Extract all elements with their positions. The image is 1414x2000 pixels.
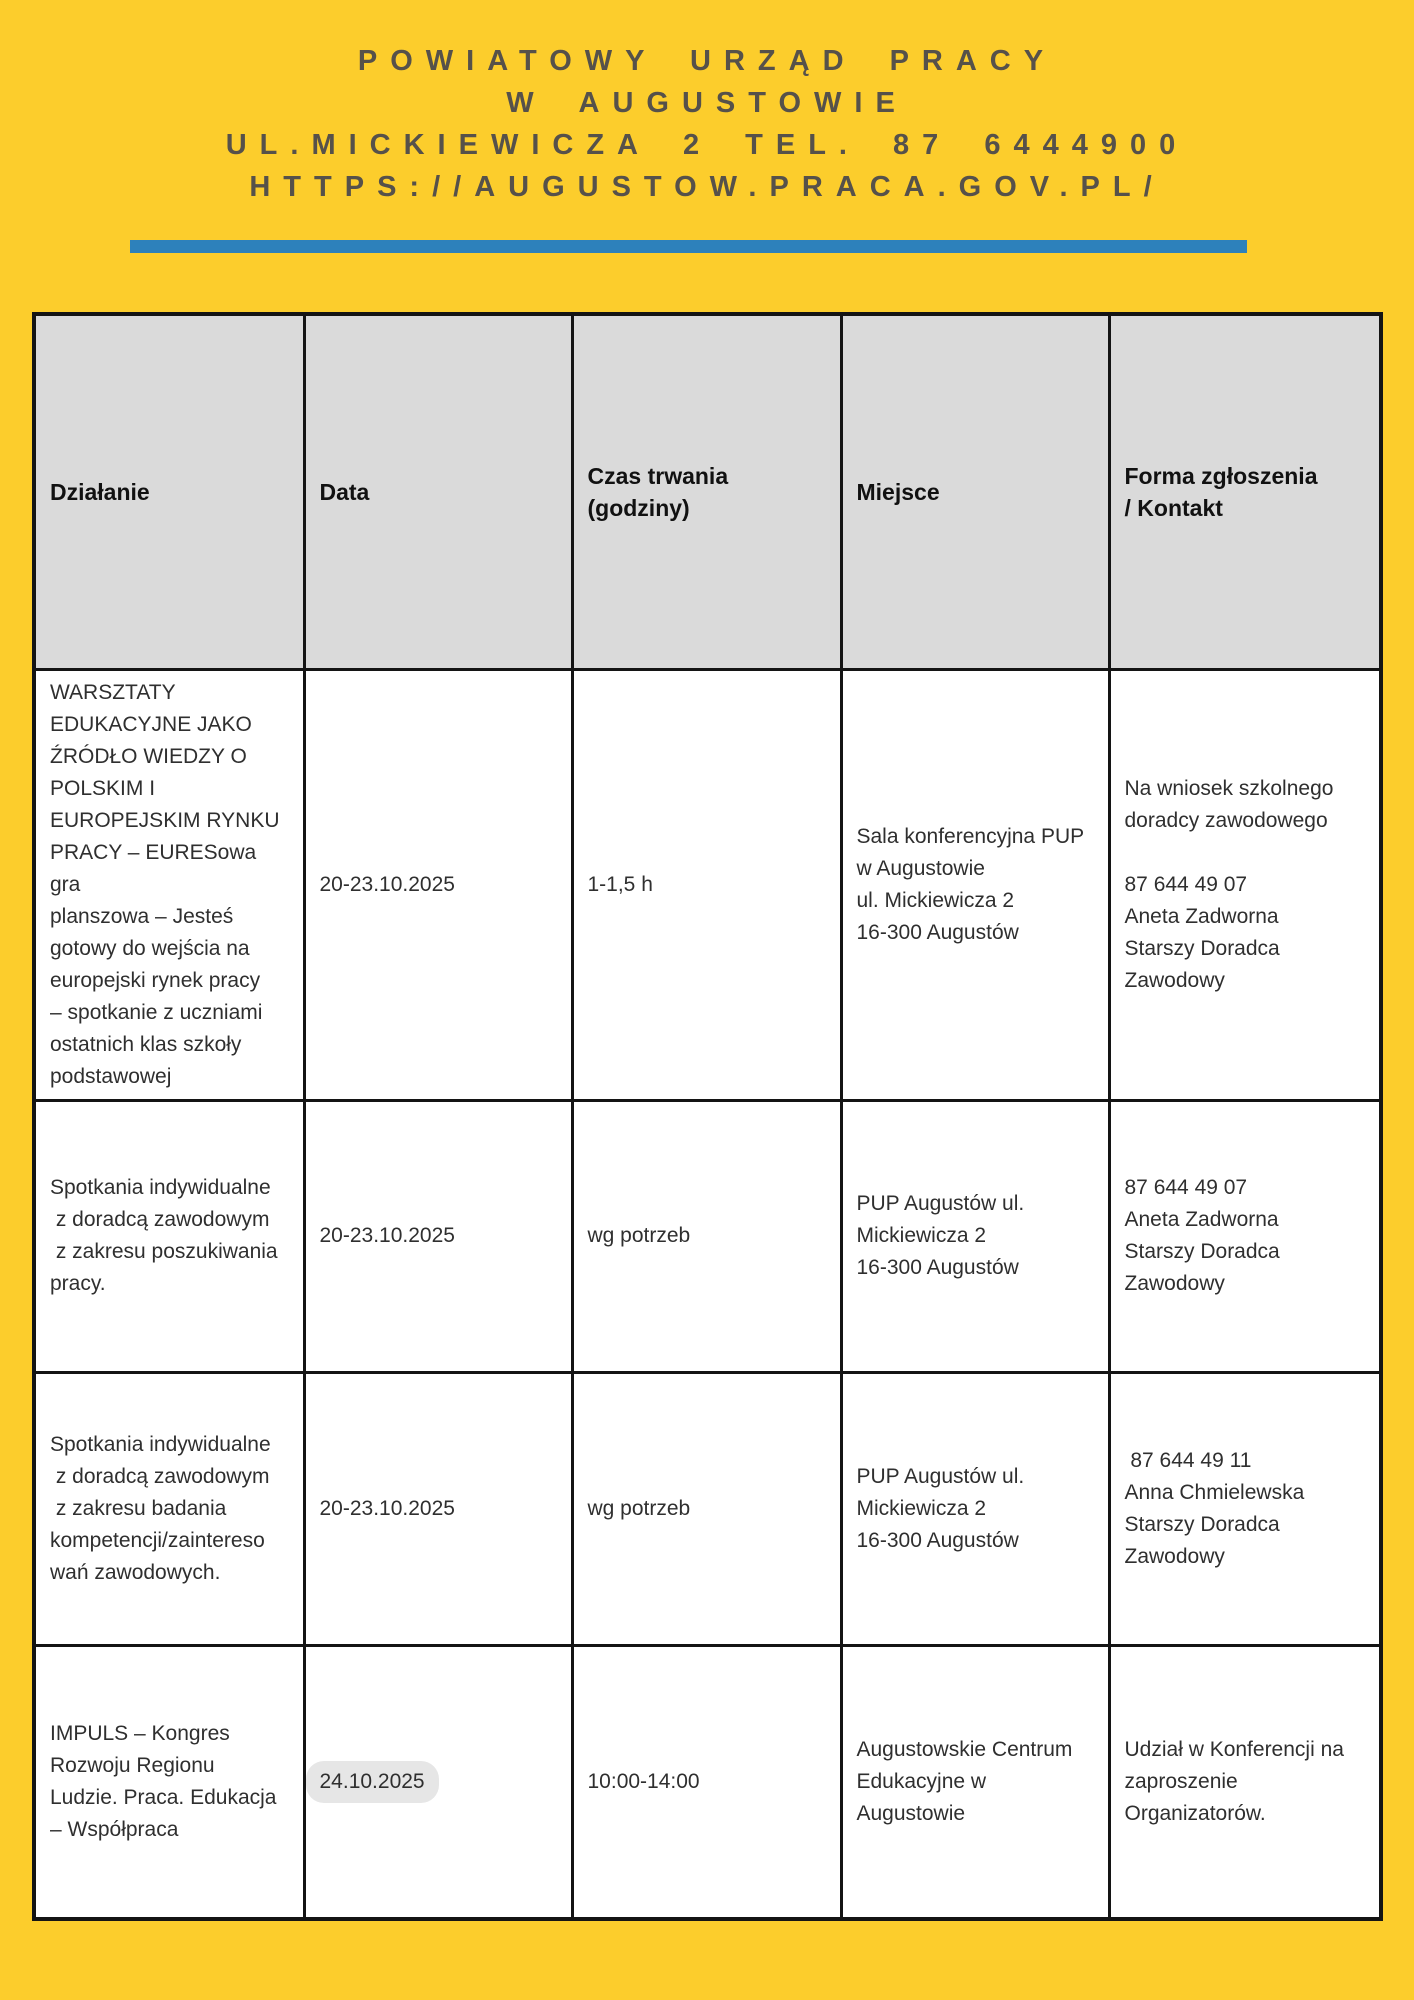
table-row: [34, 1100, 1381, 1372]
cell-czas: 1-1,5 h: [572, 669, 841, 1100]
date-highlight: 24.10.2025: [306, 1761, 439, 1803]
cell-czas: wg potrzeb: [572, 1100, 841, 1372]
col-header-forma: Forma zgłoszenia / Kontakt: [1109, 314, 1381, 669]
col-header-miejsce: Miejsce: [841, 314, 1109, 669]
cell-data: 20-23.10.2025: [304, 669, 572, 1100]
divider-bar: [130, 240, 1247, 253]
cell-dzialanie: Spotkania indywidualne z doradcą zawodowym z zakresu badania kompetencji/zaintereso wań zawodowych.: [34, 1372, 304, 1645]
col-header-dzialanie: Działanie: [34, 314, 304, 669]
org-name-line-2: W AUGUSTOWIE: [506, 87, 908, 119]
org-website: HTTPS://AUGUSTOW.PRACA.GOV.PL/: [249, 171, 1165, 203]
cell-data: [304, 1645, 572, 1919]
table-header-row: [34, 314, 1381, 669]
org-name-line-1: POWIATOWY URZĄD PRACY: [357, 45, 1057, 77]
cell-miejsce: Sala konferencyjna PUP w Augustowie ul. Mickiewicza 2 16-300 Augustów: [841, 669, 1109, 1100]
page-header: [0, 40, 1414, 208]
cell-forma: 87 644 49 07 Aneta Zadworna Starszy Doradca Zawodowy: [1109, 1100, 1381, 1372]
org-address-phone: UL.MICKIEWICZA 2 TEL. 87 6444900: [225, 129, 1189, 161]
cell-data: 20-23.10.2025: [304, 1100, 572, 1372]
cell-miejsce: Augustowskie Centrum Edukacyjne w Augustowie: [841, 1645, 1109, 1919]
col-header-data: Data: [304, 314, 572, 669]
schedule-table: [32, 312, 1383, 1921]
cell-dzialanie: IMPULS – Kongres Rozwoju Regionu Ludzie. Praca. Edukacja – Współpraca: [34, 1645, 304, 1919]
cell-czas: 10:00-14:00: [572, 1645, 841, 1919]
cell-czas: wg potrzeb: [572, 1372, 841, 1645]
cell-forma: 87 644 49 11 Anna Chmielewska Starszy Doradca Zawodowy: [1109, 1372, 1381, 1645]
cell-data: 20-23.10.2025: [304, 1372, 572, 1645]
cell-forma: Udział w Konferencji na zaproszenie Organizatorów.: [1109, 1645, 1381, 1919]
table-row: [34, 1645, 1381, 1919]
table-row: [34, 1372, 1381, 1645]
table-row: [34, 669, 1381, 1100]
cell-dzialanie: Spotkania indywidualne z doradcą zawodowym z zakresu poszukiwania pracy.: [34, 1100, 304, 1372]
cell-miejsce: PUP Augustów ul. Mickiewicza 2 16-300 Augustów: [841, 1372, 1109, 1645]
cell-dzialanie: WARSZTATY EDUKACYJNE JAKO ŹRÓDŁO WIEDZY O POLSKIM I EUROPEJSKIM RYNKU PRACY – EURESowa gra planszowa – Jesteś gotowy do wejścia na europejski rynek pracy – spotkanie z uczniami ostatnich klas szkoły podstawowej: [34, 669, 304, 1100]
col-header-czas: Czas trwania (godziny): [572, 314, 841, 669]
schedule-table-container: [32, 312, 1383, 1921]
cell-miejsce: PUP Augustów ul. Mickiewicza 2 16-300 Augustów: [841, 1100, 1109, 1372]
cell-forma: Na wniosek szkolnego doradcy zawodowego 87 644 49 07 Aneta Zadworna Starszy Doradca Zawodowy: [1109, 669, 1381, 1100]
